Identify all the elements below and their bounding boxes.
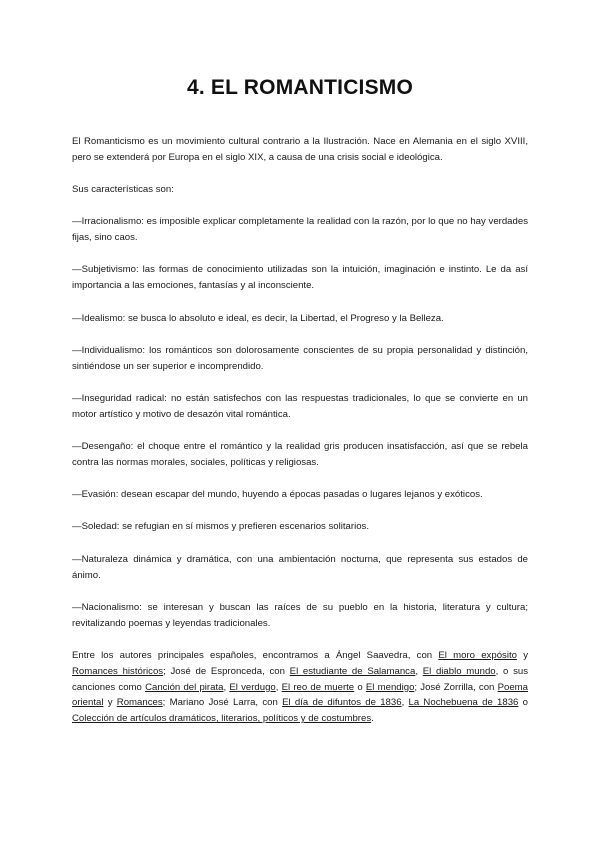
work-title: Colección de artículos dramáticos, literarios, políticos y de costumbres — [72, 713, 372, 725]
work-title: Romances históricos — [72, 665, 164, 677]
authors-text: ; José Zorrilla, con — [414, 681, 498, 693]
authors-text: , o sus canciones como — [72, 665, 529, 693]
work-title: Poema oriental — [72, 681, 528, 709]
intro-paragraph: El Romanticismo es un movimiento cultural contrario a la Ilustración. Nace en Alemania en el siglo XVIII, pero se extenderá por Europa en el siglo XIX, a causa de una crisis social e ideológica. — [72, 136, 528, 163]
authors-text: , — [223, 681, 230, 693]
authors-text: o — [518, 697, 528, 709]
page-title: 4. EL ROMANTICISMO — [186, 76, 414, 99]
work-title: Romances — [116, 697, 163, 709]
work-title: El verdugo — [229, 681, 276, 693]
work-title: El mendigo — [365, 681, 415, 693]
authors-text: ; José de Espronceda, con — [163, 665, 290, 677]
characteristic-naturaleza: —Naturaleza dinámica y dramática, con una ambientación nocturna, que representa sus estados de ánimo. — [72, 553, 528, 581]
authors-text: o — [354, 681, 366, 693]
characteristic-desengano: —Desengaño: el choque entre el romántico y la realidad gris producen insatisfacción, así que se rebela contra las normas morales, sociales, políticas y religiosas. — [72, 441, 528, 468]
authors-text: , — [401, 697, 409, 709]
characteristic-subjetivismo: —Subjetivismo: las formas de conocimiento utilizadas son la intuición, imaginación e instinto. Le da así importancia a las emociones, fantasías y al inconsciente. — [72, 264, 528, 292]
characteristic-evasion: —Evasión: desean escapar del mundo, huyendo a épocas pasadas o lugares lejanos y exóticos. — [72, 489, 483, 501]
work-title: El estudiante de Salamanca — [289, 665, 416, 677]
work-title: Canción del pirata — [145, 681, 224, 693]
authors-text: ; Mariano José Larra, con — [162, 697, 283, 709]
work-title: El reo de muerte — [281, 681, 355, 693]
characteristic-idealismo: —Idealismo: se busca lo absoluto e ideal, es decir, la Libertad, el Progreso y la Belleza. — [72, 312, 444, 324]
authors-text: . — [371, 713, 374, 725]
characteristic-individualismo: —Individualismo: los románticos son dolorosamente conscientes de su propia personalidad y distinción, sintiéndose un ser superior e incomprendido. — [72, 344, 528, 372]
authors-text: y — [516, 649, 528, 661]
authors-text: y — [103, 697, 117, 709]
work-title: El día de difuntos de 1836 — [282, 697, 402, 709]
work-title: La Nochebuena de 1836 — [408, 697, 519, 709]
characteristics-heading: Sus características son: — [72, 184, 174, 196]
authors-text: , — [415, 665, 423, 677]
work-title: El diablo mundo — [422, 665, 496, 677]
authors-paragraph — [72, 648, 528, 727]
work-title: El moro expósito — [438, 649, 517, 661]
characteristic-nacionalismo: —Nacionalismo: se interesan y buscan las raíces de su pueblo en la historia, literatura y cultura; revitalizando poemas y leyendas tradicionales. — [72, 601, 528, 629]
characteristic-soledad: —Soledad: se refugian en sí mismos y prefieren escenarios solitarios. — [72, 521, 370, 533]
authors-text: Entre los autores principales españoles, encontramos a Ángel Saavedra, con — [72, 649, 439, 661]
authors-text: , — [275, 681, 282, 693]
characteristic-inseguridad: —Inseguridad radical: no están satisfechos con las respuestas tradicionales, lo que se convierte en un motor artístico y motivo de desazón vital romántica. — [72, 392, 528, 420]
characteristic-irracionalismo: —Irracionalismo: es imposible explicar completamente la realidad con la razón, por lo que no hay verdades fijas, sino caos. — [72, 216, 528, 244]
